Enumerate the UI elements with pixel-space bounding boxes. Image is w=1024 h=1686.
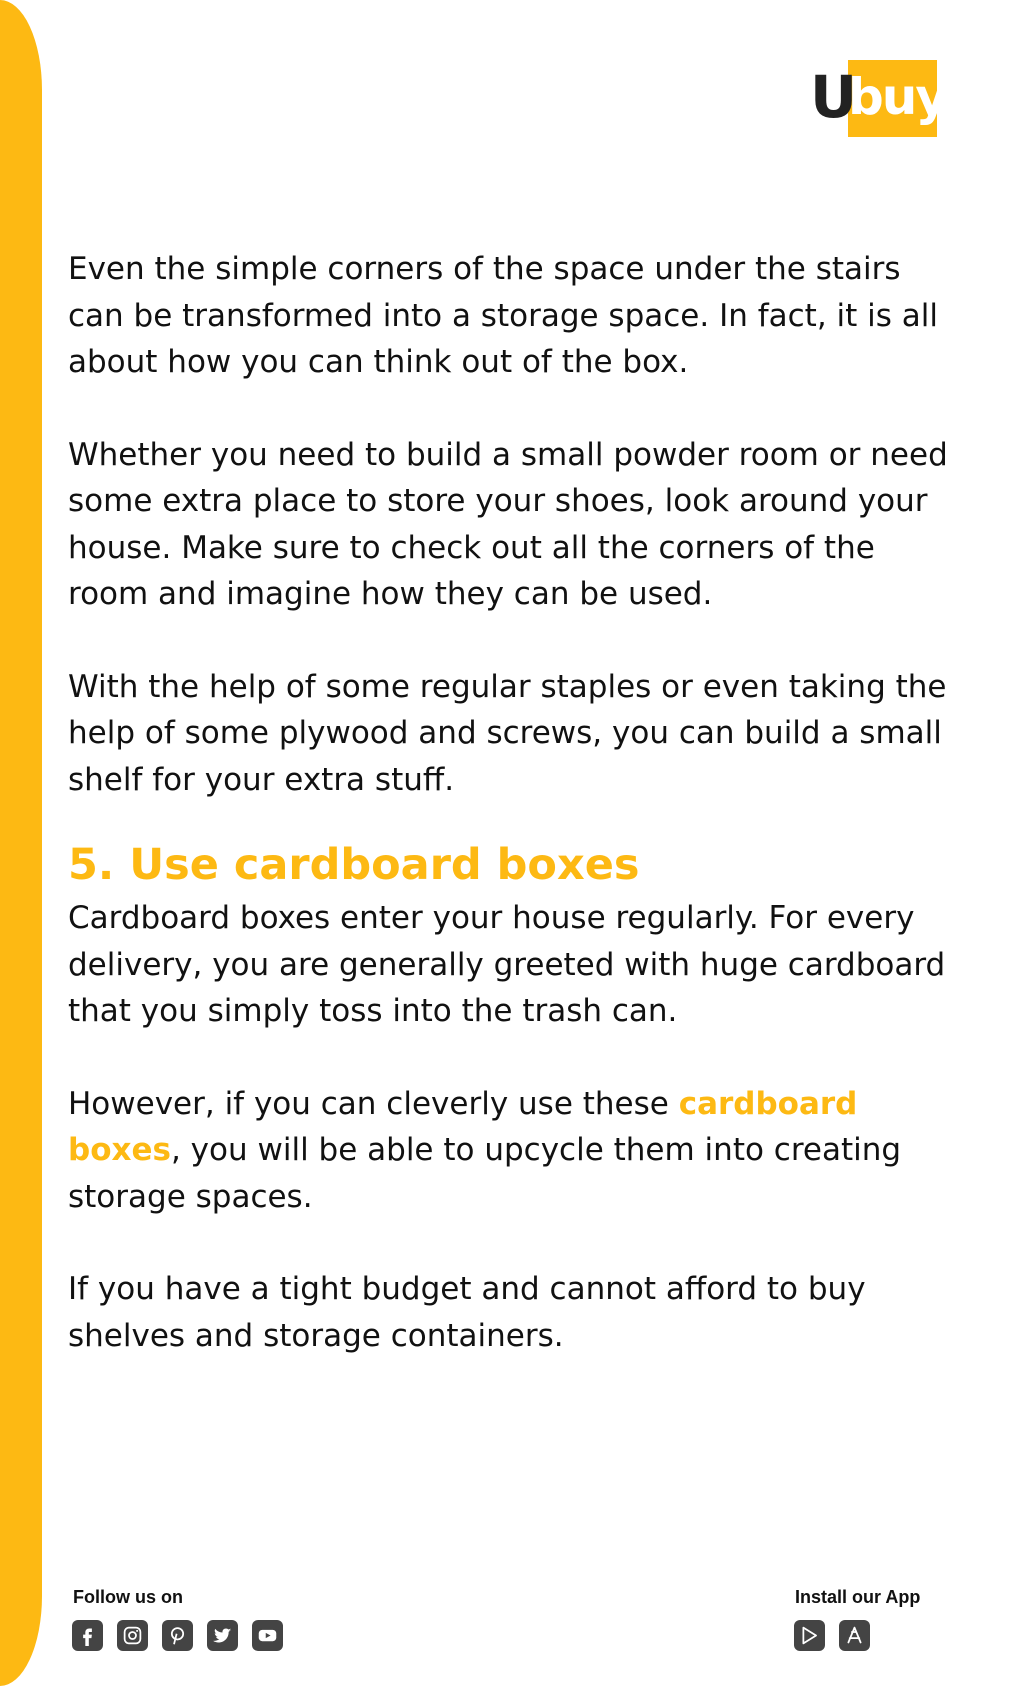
app-store-icon[interactable] — [839, 1620, 870, 1651]
follow-us-label: Follow us on — [73, 1587, 183, 1607]
cardboard-boxes-link[interactable]: cardboard boxes — [68, 1085, 858, 1168]
install-app-label: Install our App — [795, 1587, 921, 1607]
article-body — [68, 246, 948, 1405]
logo-letter-u: U — [810, 63, 858, 131]
paragraph-corners: Whether you need to build a small powder room or need some extra place to store your shoes, look around your house. Make sure to check out all the corners of the room and imagine how they can be used. — [68, 436, 948, 612]
logo-text-buy: buy — [848, 68, 946, 126]
upcycle-text-after: , you will be able to upcycle them into creating storage spaces. — [68, 1132, 902, 1215]
twitter-icon[interactable] — [207, 1620, 238, 1651]
google-play-icon[interactable] — [794, 1620, 825, 1651]
upcycle-text-before: However, if you can cleverly use these — [68, 1085, 679, 1122]
app-links — [794, 1620, 870, 1651]
social-links — [72, 1620, 283, 1651]
paragraph-upcycle — [68, 1081, 948, 1221]
instagram-icon[interactable] — [117, 1620, 148, 1651]
pinterest-icon[interactable] — [162, 1620, 193, 1651]
side-accent-bar — [0, 0, 42, 1686]
paragraph-budget: If you have a tight budget and cannot afford to buy shelves and storage containers. — [68, 1271, 866, 1354]
ubuy-logo[interactable] — [810, 60, 946, 138]
paragraph-shelf: With the help of some regular staples or even taking the help of some plywood and screws, you can build a small shelf for your extra stuff. — [68, 668, 947, 798]
youtube-icon[interactable] — [252, 1620, 283, 1651]
paragraph-cardboard-intro: Cardboard boxes enter your house regularly. For every delivery, you are generally greeted with huge cardboard that you simply toss into the trash can. — [68, 900, 946, 1029]
facebook-icon[interactable] — [72, 1620, 103, 1651]
paragraph-stairs: Even the simple corners of the space under the stairs can be transformed into a storage space. In fact, it is all about how you can think out of the box. — [68, 251, 938, 380]
section-heading: 5. Use cardboard boxes — [68, 840, 640, 890]
